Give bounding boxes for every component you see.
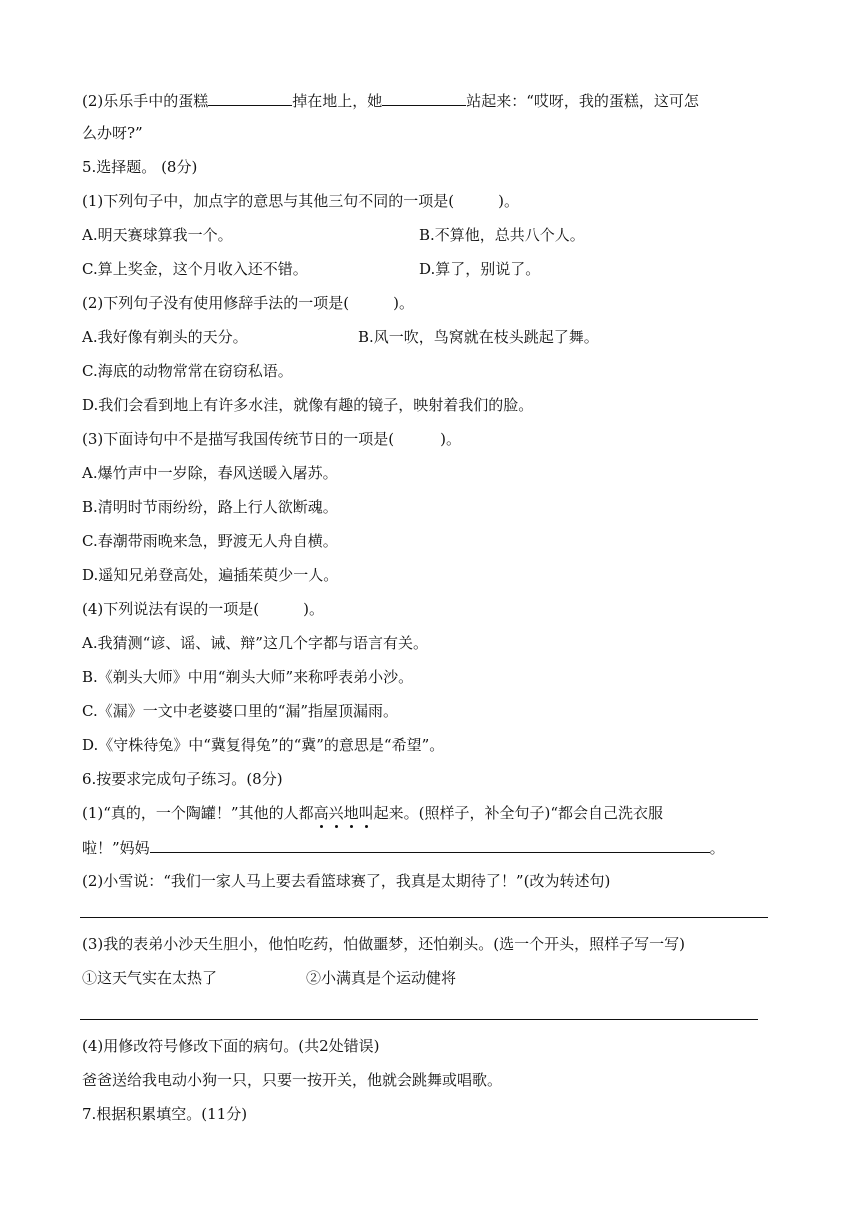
q4-sub2-cont: 么办呀?” [82, 124, 143, 142]
q6-sub1-answer-blank[interactable] [150, 837, 710, 853]
q6-sub1-line-2 [82, 837, 725, 858]
q4-sub2-text-b: 掉在地上，她 [292, 92, 383, 110]
q6-sub3-stem: (3)我的表弟小沙天生胆小，他怕吃药，怕做噩梦，还怕剃头。(选一个开头，照样子写一写) [82, 935, 685, 953]
q5-sub3-stem [82, 429, 461, 449]
q5-sub2-stem-b: )。 [393, 294, 414, 312]
q5-sub3-option-a: A.爆竹声中一岁除，春风送暖入屠苏。 [82, 464, 338, 482]
q6-title: 6.按要求完成句子练习。(8分) [82, 770, 283, 788]
q6-sub3-answer-line[interactable] [80, 1019, 758, 1020]
q5-sub2-stem-a: (2)下列句子没有使用修辞手法的一项是( [82, 294, 350, 312]
q4-sub2-text-a: (2)乐乐手中的蛋糕 [82, 92, 209, 110]
q5-sub3-option-b: B.清明时节雨纷纷，路上行人欲断魂。 [82, 498, 338, 516]
q6-sub2-stem: (2)小雪说：“我们一家人马上要去看篮球赛了，我真是太期待了！”(改为转述句) [82, 872, 611, 890]
q5-sub4-option-b: B.《剃头大师》中用“剃头大师”来称呼表弟小沙。 [82, 668, 414, 686]
q5-sub4-option-d: D.《守株待兔》中“冀复得兔”的“冀”的意思是“希望”。 [82, 736, 445, 754]
dotted-char: 地 [343, 804, 359, 822]
dotted-char: 兴 [328, 804, 344, 822]
q5-sub4-option-c: C.《漏》一文中老婆婆口里的“漏”指屋顶漏雨。 [82, 702, 399, 720]
q5-sub1-stem [82, 191, 519, 211]
q5-sub4-option-a: A.我猜测“谚、谣、诫、辩”这几个字都与语言有关。 [82, 634, 428, 652]
q5-sub1-option-a: A.明天赛球算我一个。 [82, 226, 233, 244]
q6-sub3-option-1: ①这天气实在太热了 [82, 969, 218, 987]
dotted-char: 叫 [358, 804, 374, 822]
q4-sub2-text-c: 站起来：“哎呀，我的蛋糕，这可怎 [466, 92, 699, 110]
q5-sub3-stem-a: (3)下面诗句中不是描写我国传统节日的一项是( [82, 430, 395, 448]
q5-sub1-option-c: C.算上奖金，这个月收入还不错。 [82, 260, 308, 278]
q4-sub2-blank-2[interactable] [382, 90, 466, 106]
q4-sub2-blank-1[interactable] [208, 90, 292, 106]
q5-sub1-stem-b: )。 [498, 192, 519, 210]
dotted-char: 高 [313, 804, 329, 822]
q5-sub2-option-b: B.风一吹，鸟窝就在枝头跳起了舞。 [358, 328, 599, 346]
q5-sub1-option-b: B.不算他，总共八个人。 [419, 226, 585, 244]
q5-sub1-stem-a: (1)下列句子中，加点字的意思与其他三句不同的一项是( [82, 192, 455, 210]
q5-sub4-stem-a: (4)下列说法有误的一项是( [82, 600, 260, 618]
q5-sub1-option-d: D.算了，别说了。 [419, 260, 541, 278]
q5-sub2-option-a: A.我好像有剃头的天分。 [82, 328, 248, 346]
q6-sub3-option-2: ②小满真是个运动健将 [306, 969, 457, 987]
q6-sub1-end: 。 [709, 839, 725, 857]
q5-sub4-stem-b: )。 [303, 600, 324, 618]
q5-sub2-option-c: C.海底的动物常常在窃窃私语。 [82, 362, 293, 380]
q5-sub3-option-c: C.春潮带雨晚来急，野渡无人舟自横。 [82, 532, 338, 550]
q6-sub2-answer-line[interactable] [80, 917, 768, 918]
q5-sub3-option-d: D.遥知兄弟登高处，遍插茱萸少一人。 [82, 566, 339, 584]
q6-sub4-sentence: 爸爸送给我电动小狗一只，只要一按开关，他就会跳舞或唱歌。 [82, 1071, 503, 1089]
q6-sub1-text-c: 啦！”妈妈 [82, 839, 150, 857]
q5-sub3-stem-b: )。 [440, 430, 461, 448]
q5-sub4-stem [82, 599, 324, 619]
q6-sub1-line [82, 803, 663, 823]
q5-sub2-option-d: D.我们会看到地上有许多水洼，就像有趣的镜子，映射着我们的脸。 [82, 396, 534, 414]
q6-sub4-stem: (4)用修改符号修改下面的病句。(共2处错误) [82, 1037, 380, 1055]
q6-sub1-text-b: 起来。(照样子，补全句子)“都会自己洗衣服 [373, 804, 664, 822]
q7-title: 7.根据积累填空。(11分) [82, 1105, 248, 1123]
q6-sub1-text-a: (1)“真的，一个陶罐！”其他的人都 [82, 804, 314, 822]
q4-sub2-line [82, 90, 699, 111]
q5-sub2-stem [82, 293, 414, 313]
q5-title: 5.选择题。 (8分) [82, 158, 198, 176]
